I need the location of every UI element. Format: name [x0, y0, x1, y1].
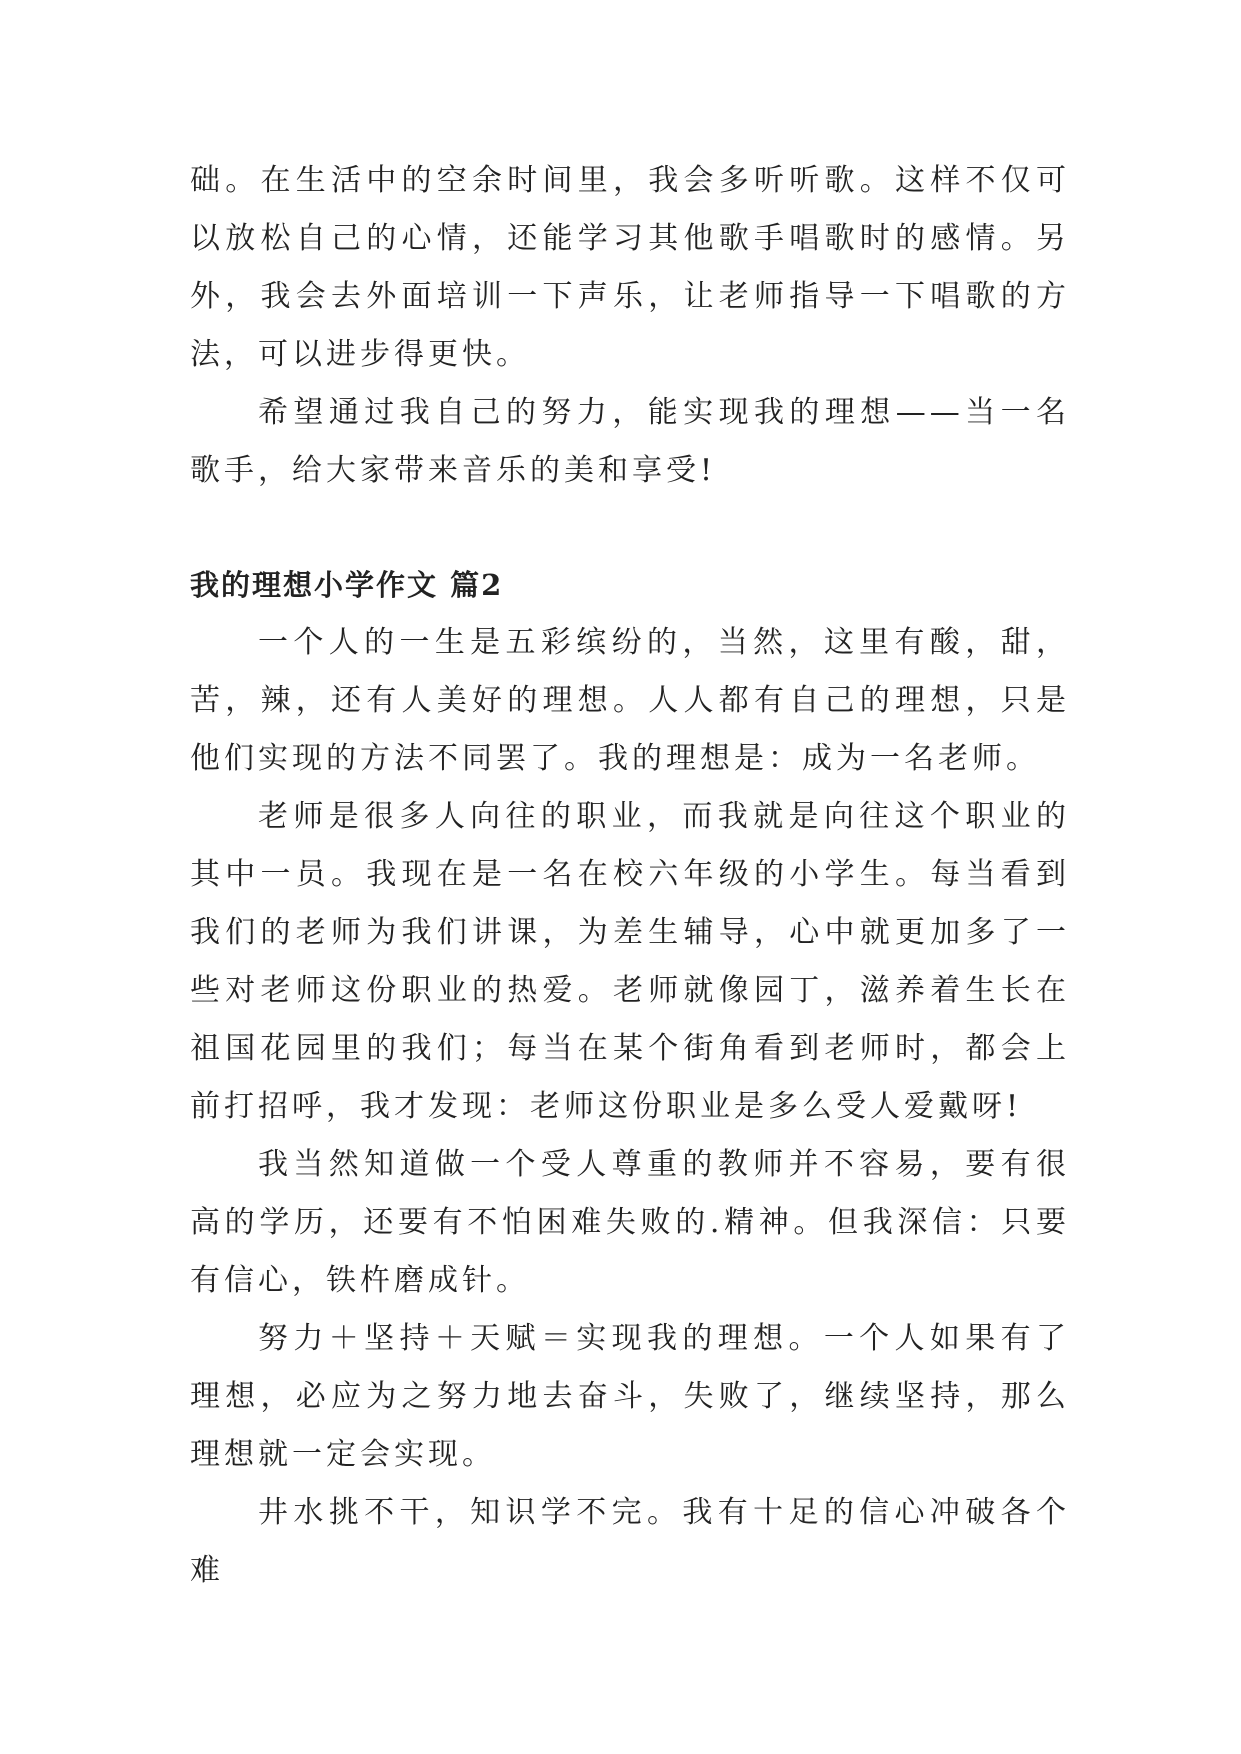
paragraph-continuation: 础。在生活中的空余时间里，我会多听听歌。这样不仅可以放松自己的心情，还能学习其他歌手唱歌时的感情。另外，我会去外面培训一下声乐，让老师指导一下唱歌的方法，可以进步得更快。: [190, 163, 1070, 372]
paragraph: 一个人的一生是五彩缤纷的，当然，这里有酸，甜，苦，辣，还有人美好的理想。人人都有自己的理想，只是他们实现的方法不同罢了。我的理想是：成为一名老师。: [190, 625, 1070, 776]
document-body: [190, 152, 1070, 1600]
paragraph: 我当然知道做一个受人尊重的教师并不容易，要有很高的学历，还要有不怕困难失败的.精神。但我深信：只要有信心，铁杵磨成针。: [190, 1147, 1070, 1298]
section-title: 我的理想小学作文 篇2: [190, 568, 504, 602]
paragraph: 老师是很多人向往的职业，而我就是向往这个职业的其中一员。我现在是一名在校六年级的小学生。每当看到我们的老师为我们讲课，为差生辅导，心中就更加多了一些对老师这份职业的热爱。老师就像园丁，滋养着生长在祖国花园里的我们；每当在某个街角看到老师时，都会上前打招呼，我才发现：老师这份职业是多么受人爱戴呀!: [190, 799, 1070, 1124]
paragraph-closing: 希望通过我自己的努力，能实现我的理想——当一名歌手，给大家带来音乐的美和享受!: [190, 395, 1070, 488]
paragraph: 努力＋坚持＋天赋＝实现我的理想。一个人如果有了理想，必应为之努力地去奋斗，失败了，继续坚持，那么理想就一定会实现。: [190, 1321, 1070, 1472]
paragraph: 井水挑不干，知识学不完。我有十足的信心冲破各个难: [190, 1495, 1070, 1588]
